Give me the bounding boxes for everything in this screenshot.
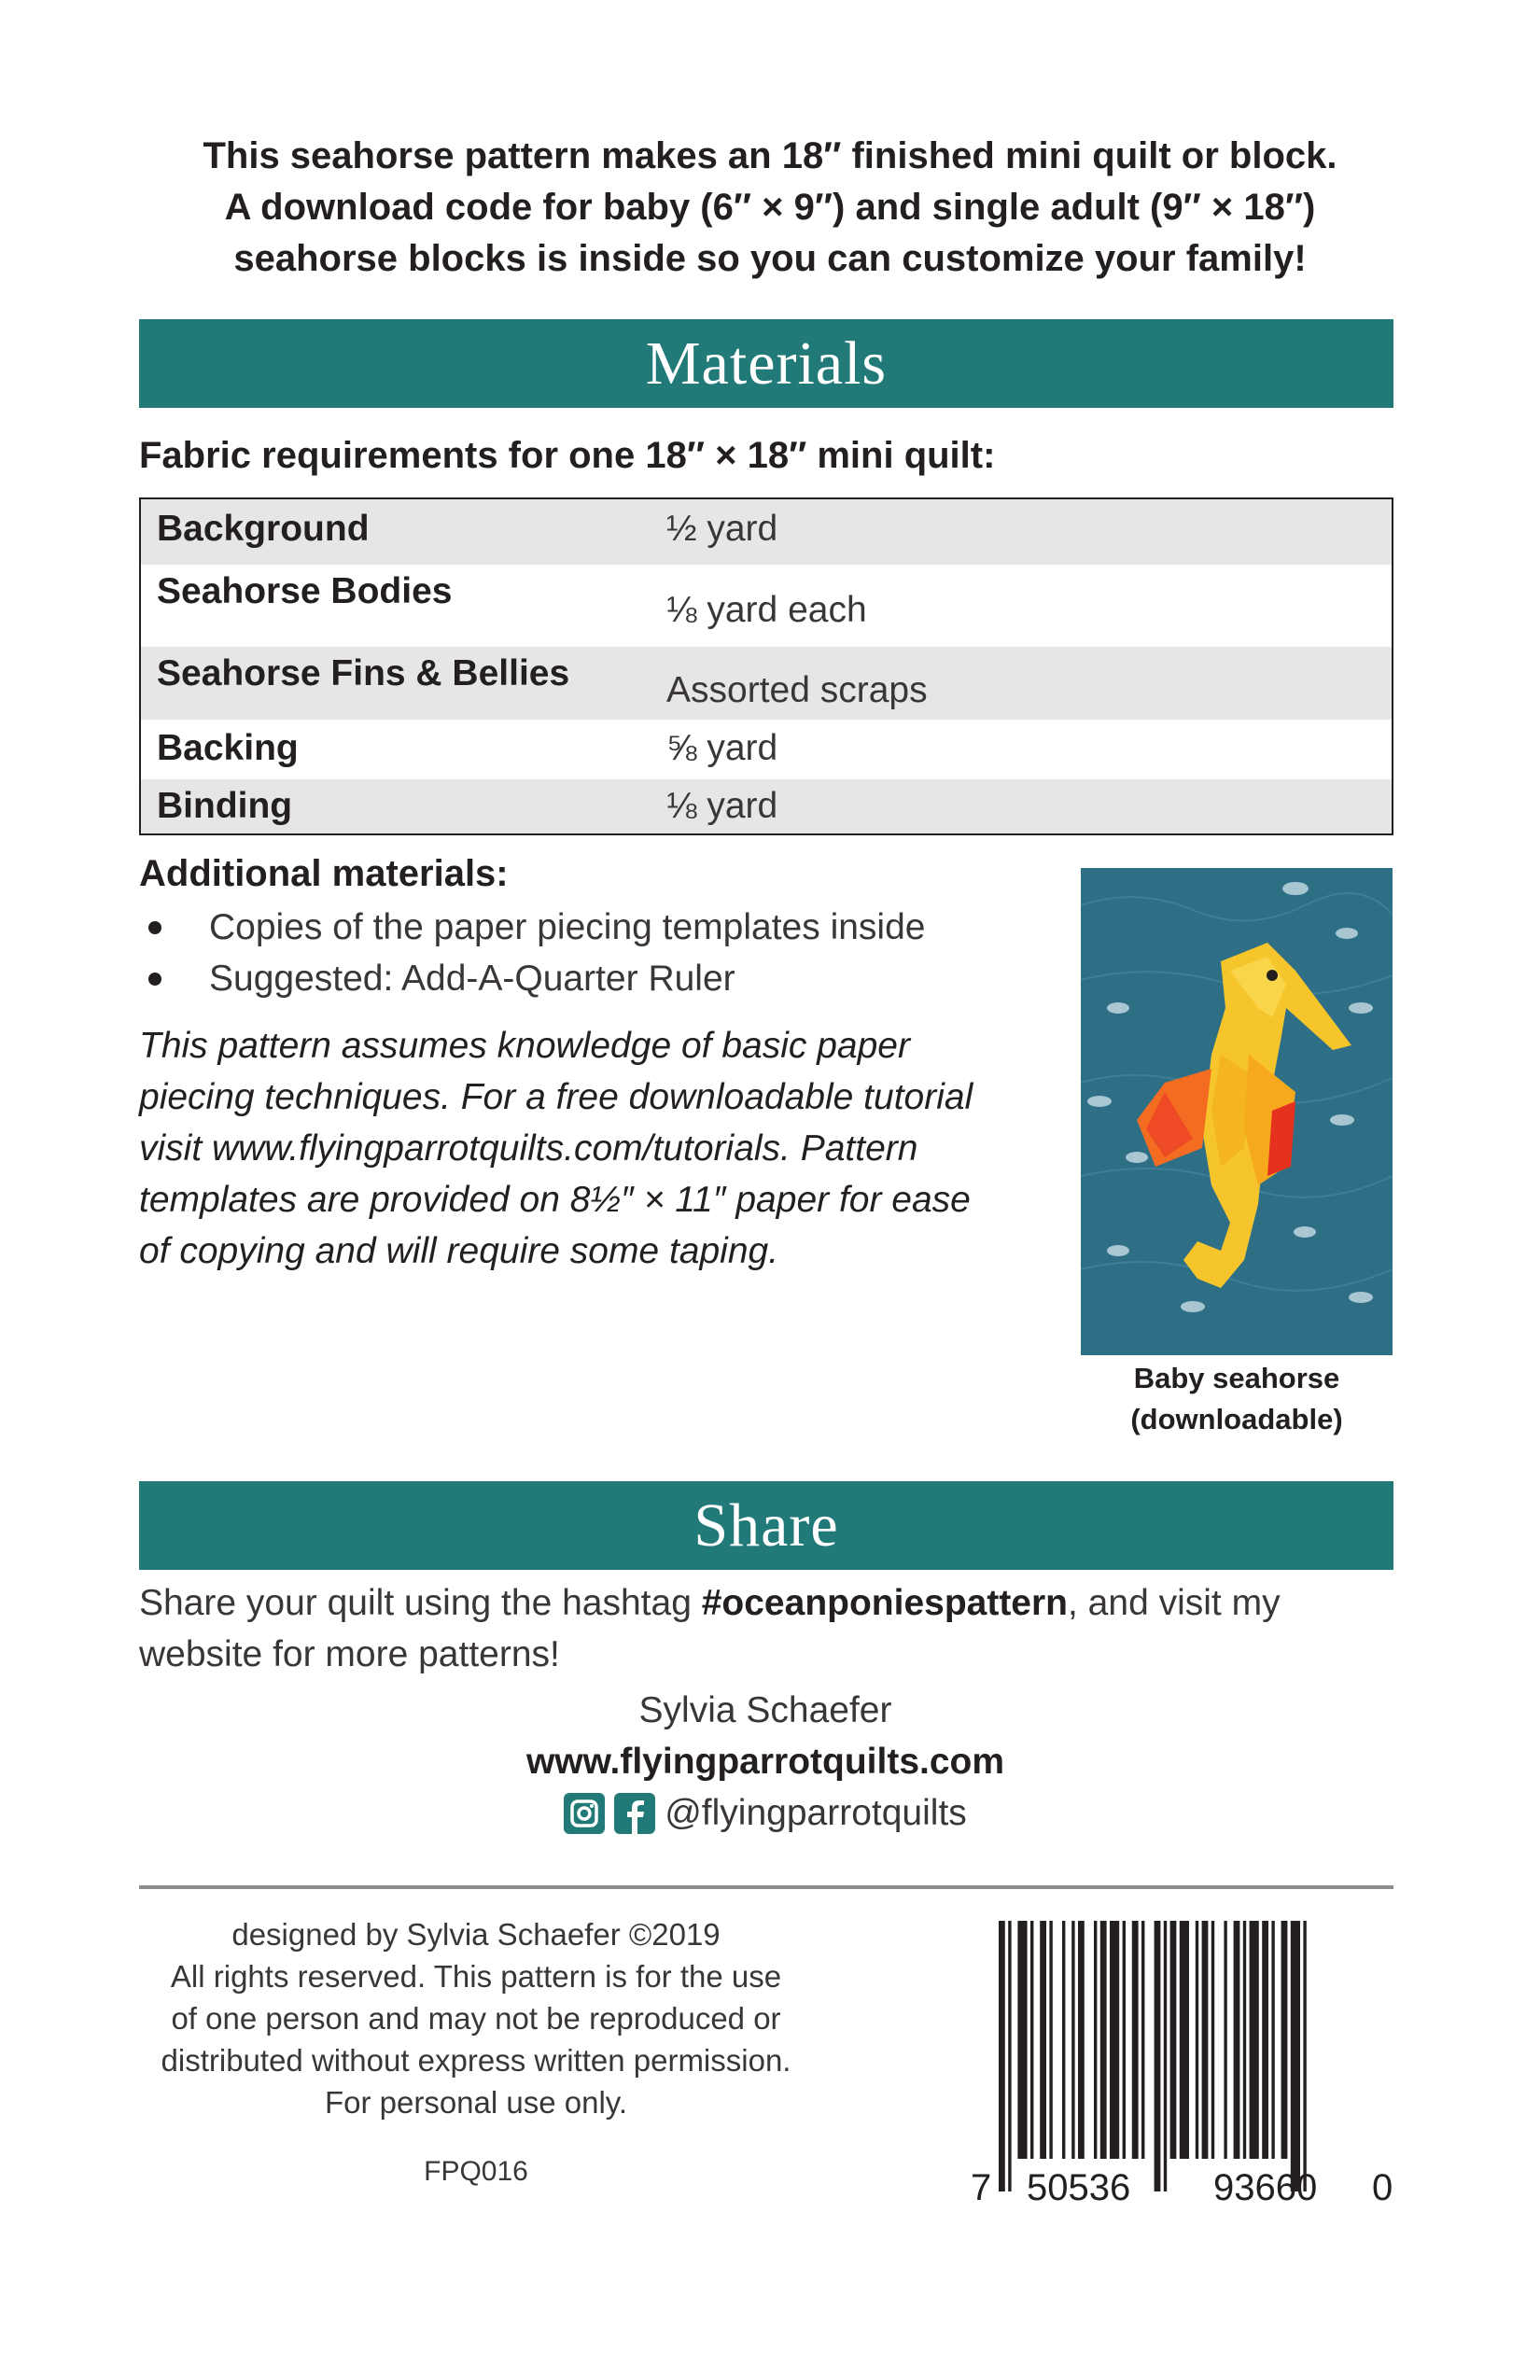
author-name: Sylvia Schaefer xyxy=(638,1690,892,1730)
barcode-digits-left: 50536 xyxy=(1027,2167,1131,2208)
legal-line: For personal use only. xyxy=(324,2085,628,2120)
barcode-digits-right: 93660 xyxy=(1213,2167,1318,2208)
barcode-bar xyxy=(1017,1921,1027,2159)
barcode-bar xyxy=(1243,1921,1246,2159)
barcode-bar xyxy=(1078,1921,1085,2159)
intro-line-1: This seahorse pattern makes an 18″ finished mini quilt or block. xyxy=(203,135,1337,176)
barcode-bar xyxy=(1123,1921,1126,2159)
instagram-icon[interactable] xyxy=(564,1793,605,1834)
table-row xyxy=(141,499,1392,565)
barcode-bar xyxy=(1071,1921,1074,2159)
bullet-icon xyxy=(148,973,161,986)
barcode-bar xyxy=(1250,1921,1259,2159)
barcode-bar xyxy=(1180,1921,1189,2159)
fabric-amount: ⅛ yard xyxy=(666,786,778,826)
note-line: templates are provided on 8½″ × 11″ paper for ease xyxy=(139,1180,971,1220)
barcode-bar xyxy=(1164,1921,1167,2191)
barcode-bar xyxy=(1141,1921,1144,2159)
fabric-requirements-heading: Fabric requirements for one 18″ × 18″ mini quilt: xyxy=(139,435,996,476)
list-item-text: Suggested: Add-A-Quarter Ruler xyxy=(209,959,735,999)
table-row xyxy=(141,779,1392,833)
barcode-bar xyxy=(999,1921,1005,2191)
barcode-bar xyxy=(1234,1921,1240,2159)
barcode-bar xyxy=(1281,1921,1288,2159)
note-line: of copying and will require some taping. xyxy=(139,1231,779,1271)
note-line: piecing techniques. For a free downloadable tutorial xyxy=(139,1077,973,1117)
additional-materials-list xyxy=(139,902,925,1004)
fabric-label: Seahorse Fins & Bellies xyxy=(157,653,570,693)
barcode-bar xyxy=(1030,1921,1033,2159)
barcode-image xyxy=(971,1921,1400,2201)
copyright-notice xyxy=(131,1913,821,2123)
fabric-amount: ½ yard xyxy=(666,509,778,549)
barcode-bar xyxy=(1211,1921,1214,2159)
fabric-label: Background xyxy=(157,509,370,549)
pattern-note xyxy=(139,1020,1072,1277)
intro-line-2: A download code for baby (6″ × 9″) and single adult (9″ × 18″) xyxy=(224,187,1316,228)
barcode-bar xyxy=(1196,1921,1198,2159)
share-line-1 xyxy=(139,1577,1408,1629)
share-text xyxy=(139,1577,1408,1680)
legal-line: designed by Sylvia Schaefer ©2019 xyxy=(231,1917,721,1952)
bullet-icon xyxy=(148,921,161,934)
note-line: This pattern assumes knowledge of basic paper xyxy=(139,1026,910,1066)
barcode-bar xyxy=(1094,1921,1097,2159)
website-link[interactable]: www.flyingparrotquilts.com xyxy=(525,1742,1005,1782)
barcode-digit-first: 7 xyxy=(971,2167,992,2208)
barcode-bar xyxy=(1132,1921,1139,2159)
legal-line: distributed without express written permission. xyxy=(161,2043,791,2078)
barcode-bar xyxy=(1040,1921,1046,2159)
barcode-bar xyxy=(1262,1921,1268,2159)
fabric-amount: ⅛ yard each xyxy=(666,590,867,630)
barcode-bar xyxy=(1049,1921,1052,2159)
barcode-bar xyxy=(1303,1921,1306,2191)
legal-line: All rights reserved. This pattern is for the use xyxy=(170,1959,782,1994)
hashtag: #oceanponiespattern xyxy=(701,1583,1069,1623)
social-links xyxy=(373,1787,1157,1839)
barcode-bar xyxy=(1155,1921,1161,2191)
intro-line-3: seahorse blocks is inside so you can customize your family! xyxy=(233,238,1307,279)
share-banner: Share xyxy=(139,1481,1393,1570)
barcode-bar xyxy=(1271,1921,1274,2159)
list-item xyxy=(139,902,925,953)
barcode-digit-last: 0 xyxy=(1372,2167,1393,2208)
photo-caption-line-1: Baby seahorse xyxy=(1133,1362,1340,1394)
photo-caption-line-2: (downloadable) xyxy=(1130,1403,1343,1435)
fabric-table xyxy=(139,497,1393,835)
barcode-bar xyxy=(1224,1921,1226,2159)
fabric-label: Seahorse Bodies xyxy=(157,571,453,611)
list-item-text: Copies of the paper piecing templates inside xyxy=(209,907,926,947)
barcode-bar xyxy=(1202,1921,1209,2159)
photo-caption xyxy=(1081,1358,1393,1440)
intro-text xyxy=(131,131,1409,285)
fabric-amount: Assorted scraps xyxy=(666,670,928,710)
share-text-after: , and visit my xyxy=(1068,1583,1281,1623)
footer-divider xyxy=(139,1885,1393,1889)
table-row xyxy=(141,720,1392,779)
fabric-label: Backing xyxy=(157,728,299,768)
list-item xyxy=(139,953,925,1004)
barcode-bar xyxy=(1100,1921,1107,2159)
social-handle: @flyingparrotquilts xyxy=(665,1793,967,1833)
barcode-bar xyxy=(1062,1921,1065,2159)
materials-banner: Materials xyxy=(139,319,1393,408)
table-row xyxy=(141,647,1392,720)
fabric-label: Binding xyxy=(157,786,293,826)
baby-seahorse-photo xyxy=(1081,868,1393,1355)
share-line-2: website for more patterns! xyxy=(139,1634,560,1674)
facebook-icon[interactable] xyxy=(614,1793,655,1834)
barcode-bar xyxy=(1170,1921,1177,2159)
share-text-before: Share your quilt using the hashtag xyxy=(139,1583,702,1623)
barcode-bar xyxy=(1110,1921,1119,2159)
additional-materials-heading: Additional materials: xyxy=(139,853,509,894)
product-code: FPQ016 xyxy=(424,2156,528,2187)
note-line: visit www.flyingparrotquilts.com/tutorials. Pattern xyxy=(139,1128,918,1169)
barcode-bar xyxy=(1008,1921,1011,2191)
legal-line: of one person and may not be reproduced or xyxy=(171,2001,781,2036)
barcode-bar xyxy=(1291,1921,1300,2191)
fabric-amount: ⅝ yard xyxy=(666,728,778,768)
table-row xyxy=(141,565,1392,647)
